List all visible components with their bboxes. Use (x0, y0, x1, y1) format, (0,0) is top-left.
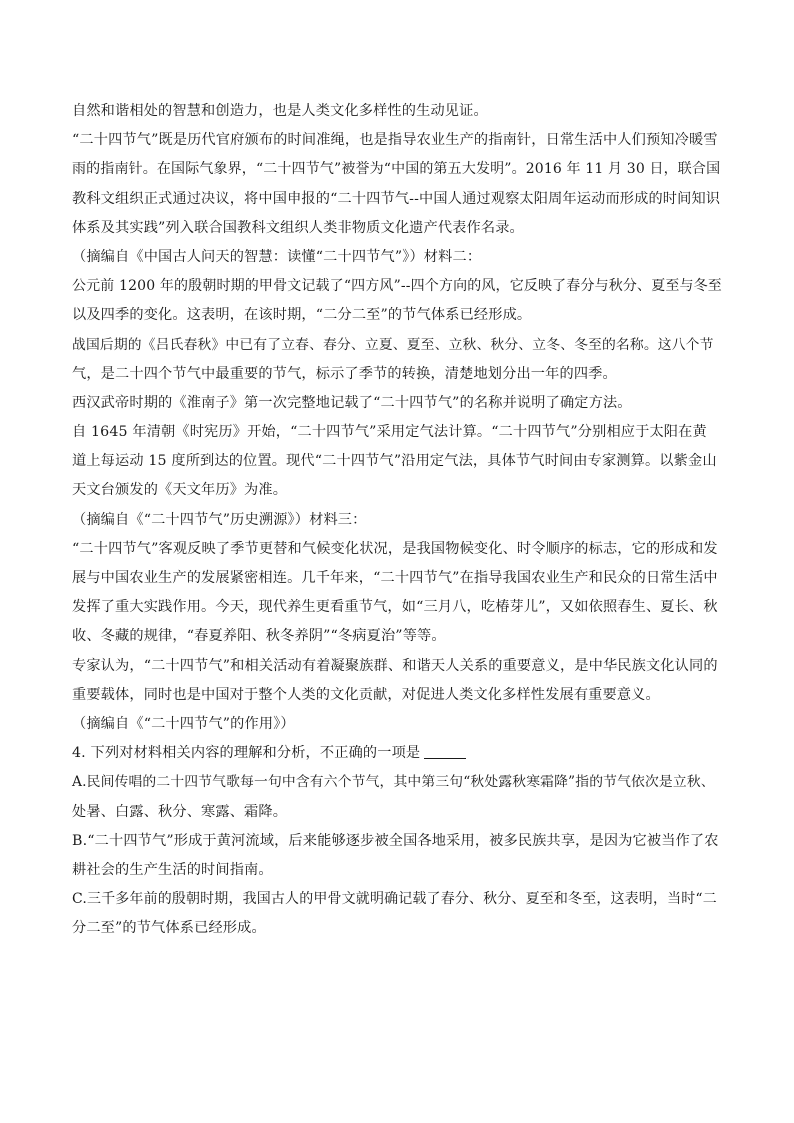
text-line: 雨的指南针。在国际气象界，“二十四节气”被誉为“中国的第五大发明”。2016 年 11 月 30 日，联合国 (72, 161, 721, 178)
text-line: 道上每运动 15 度所到达的位置。现代“二十四节气”沿用定气法，具体节气时间由专家测算。以紫金山 (72, 453, 717, 470)
question-4-stem: 4. 下列对材料相关内容的理解和分析，不正确的一项是 (72, 745, 421, 762)
option-a-cont: 处暑、白露、秋分、寒露、霜降。 (72, 803, 288, 820)
text-line: “二十四节气”既是历代官府颁布的时间准绳，也是指导农业生产的指南针，日常生活中人们预知冷暖雪 (72, 132, 718, 149)
source-note: （摘编自《“二十四节气”历史溯源》）材料三： (72, 511, 367, 528)
text-line: 气，是二十四个节气中最重要的节气，标示了季节的转换，清楚地划分出一年的四季。 (72, 365, 617, 382)
text-line: 重要载体，同时也是中国对于整个人类的文化贡献，对促进人类文化多样性发展有重要意义。 (72, 686, 660, 703)
text-line: 发挥了重大实践作用。今天，现代养生更看重节气，如“三月八，吃椿芽儿”，又如依照春生、夏长、秋 (72, 599, 718, 616)
source-note: （摘编自《“二十四节气”的作用》） (72, 715, 295, 732)
text-line: 战国后期的《吕氏春秋》中已有了立春、春分、立夏、夏至、立秋、秋分、立冬、冬至的名称。这八个节 (72, 336, 714, 353)
option-c: C.三千多年前的殷朝时期，我国古人的甲骨文就明确记载了春分、秋分、夏至和冬至，这表明，当时“二 (72, 891, 717, 908)
text-line: 以及四季的变化。这表明，在该时期，“二分二至”的节气体系已经形成。 (72, 307, 532, 324)
option-b-cont: 耕社会的生产生活的时间指南。 (72, 861, 273, 878)
question-4 (72, 739, 722, 768)
text-line: 专家认为，“二十四节气”和相关活动有着凝聚族群、和谐天人关系的重要意义，是中华民族文化认同的 (72, 657, 718, 674)
text-line: 自然和谐相处的智慧和创造力，也是人类文化多样性的生动见证。 (72, 103, 488, 119)
source-note: （摘编自《中国古人问天的智慧：读懂“二十四节气”》）材料二： (72, 248, 482, 265)
option-a: A.民间传唱的二十四节气歌每一句中含有六个节气，其中第三句“秋处露秋寒霜降”指的节气依次是立秋、 (72, 774, 715, 791)
text-line: 天文台颁发的《天文年历》为准。 (72, 482, 288, 499)
text-line: 展与中国农业生产的发展紧密相连。几千年来，“二十四节气”在指导我国农业生产和民众的日常生活中 (72, 570, 718, 586)
text-line: 体系及其实践”列入联合国教科文组织人类非物质文化遗产代表作名录。 (72, 219, 524, 236)
text-line: 教科文组织正式通过决议，将中国申报的“二十四节气--中国人通过观察太阳周年运动而形成的时间知识 (72, 190, 721, 207)
answer-blank[interactable] (424, 744, 466, 759)
option-b: B.“二十四节气”形成于黄河流域，后来能够逐步被全国各地采用，被多民族共享，是因为它被当作了农 (72, 832, 719, 849)
text-line: 收、冬藏的规律，“春夏养阳、秋冬养阴”“冬病夏治”等等。 (72, 628, 446, 645)
text-line: 西汉武帝时期的《淮南子》第一次完整地记载了“二十四节气”的名称并说明了确定方法。 (72, 394, 632, 411)
text-line: 自 1645 年清朝《时宪历》开始，“二十四节气”采用定气法计算。“二十四节气”分别相应于太阳在黄 (72, 424, 707, 441)
option-c-cont: 分二至”的节气体系已经形成。 (72, 920, 266, 937)
document-body (72, 97, 722, 943)
text-line: “二十四节气”客观反映了季节更替和气候变化状况，是我国物候变化、时令顺序的标志，它的形成和发 (72, 540, 718, 557)
text-line: 公元前 1200 年的殷朝时期的甲骨文记载了“四方风”--四个方向的风，它反映了春分与秋分、夏至与冬至 (72, 278, 722, 295)
